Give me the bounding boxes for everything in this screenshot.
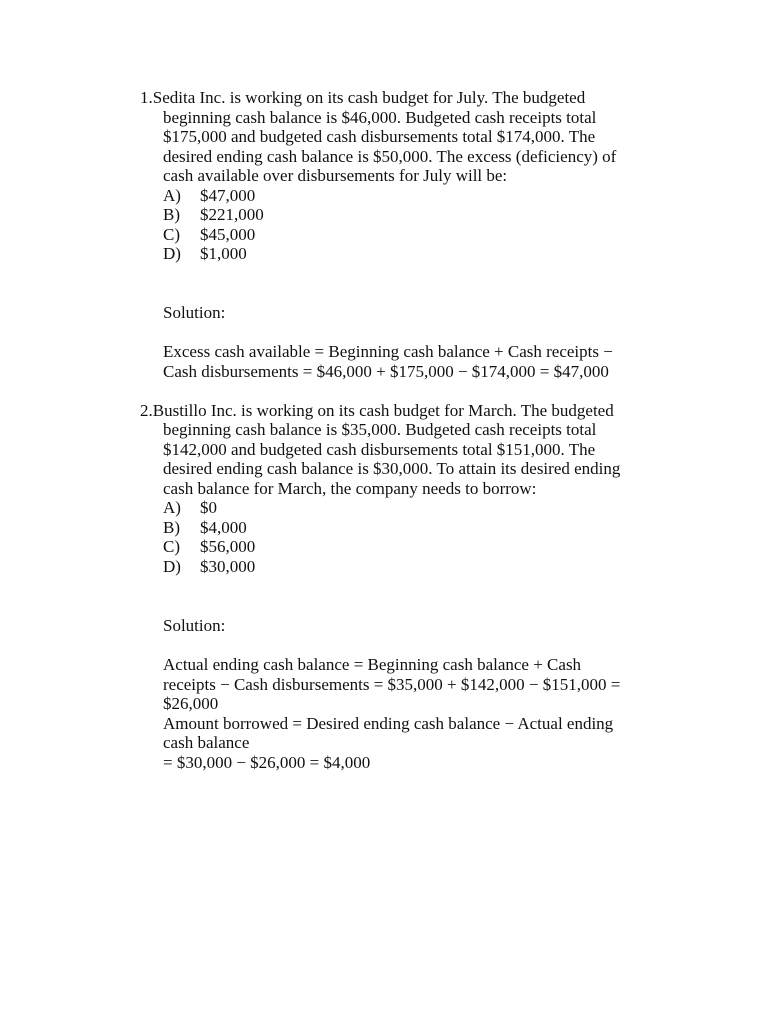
question-text-line: 2.Bustillo Inc. is working on its cash budget for March. The budgeted	[140, 401, 614, 420]
solution-label: Solution:	[163, 616, 226, 635]
option-value: $30,000	[200, 557, 256, 576]
question-text-line: $175,000 and budgeted cash disbursements total $174,000. The	[163, 127, 596, 146]
option-value: $4,000	[200, 518, 247, 537]
option-letter: D)	[163, 244, 181, 263]
solution-text-line: = $30,000 − $26,000 = $4,000	[163, 753, 371, 772]
option-letter: C)	[163, 225, 180, 244]
question-text-line: beginning cash balance is $46,000. Budgeted cash receipts total	[163, 108, 597, 127]
option-value: $56,000	[200, 537, 256, 556]
solution-text-line: Excess cash available = Beginning cash balance + Cash receipts −	[163, 342, 613, 361]
question-text-line: desired ending cash balance is $30,000. To attain its desired ending	[163, 459, 621, 478]
solution-text-line: Cash disbursements = $46,000 + $175,000 − $174,000 = $47,000	[163, 362, 609, 381]
option-letter: C)	[163, 537, 180, 556]
option-value: $221,000	[200, 205, 264, 224]
option-letter: A)	[163, 186, 181, 205]
solution-text-line: receipts − Cash disbursements = $35,000 + $142,000 − $151,000 =	[163, 675, 621, 694]
question-text-line: cash balance for March, the company needs to borrow:	[163, 479, 537, 498]
question-text-line: 1.Sedita Inc. is working on its cash budget for July. The budgeted	[140, 88, 586, 107]
option-value: $45,000	[200, 225, 256, 244]
option-letter: A)	[163, 498, 181, 517]
solution-text-line: Actual ending cash balance = Beginning cash balance + Cash	[163, 655, 582, 674]
option-letter: B)	[163, 205, 180, 224]
solution-text-line: Amount borrowed = Desired ending cash balance − Actual ending	[163, 714, 614, 733]
option-value: $0	[200, 498, 217, 517]
option-letter: B)	[163, 518, 180, 537]
question-text-line: beginning cash balance is $35,000. Budgeted cash receipts total	[163, 420, 597, 439]
question-text-line: desired ending cash balance is $50,000. The excess (deficiency) of	[163, 147, 617, 166]
option-value: $1,000	[200, 244, 247, 263]
question-text-line: cash available over disbursements for July will be:	[163, 166, 508, 185]
solution-text-line: cash balance	[163, 733, 250, 752]
question-text-line: $142,000 and budgeted cash disbursements total $151,000. The	[163, 440, 596, 459]
solution-text-line: $26,000	[163, 694, 219, 713]
option-letter: D)	[163, 557, 181, 576]
solution-label: Solution:	[163, 303, 226, 322]
option-value: $47,000	[200, 186, 256, 205]
